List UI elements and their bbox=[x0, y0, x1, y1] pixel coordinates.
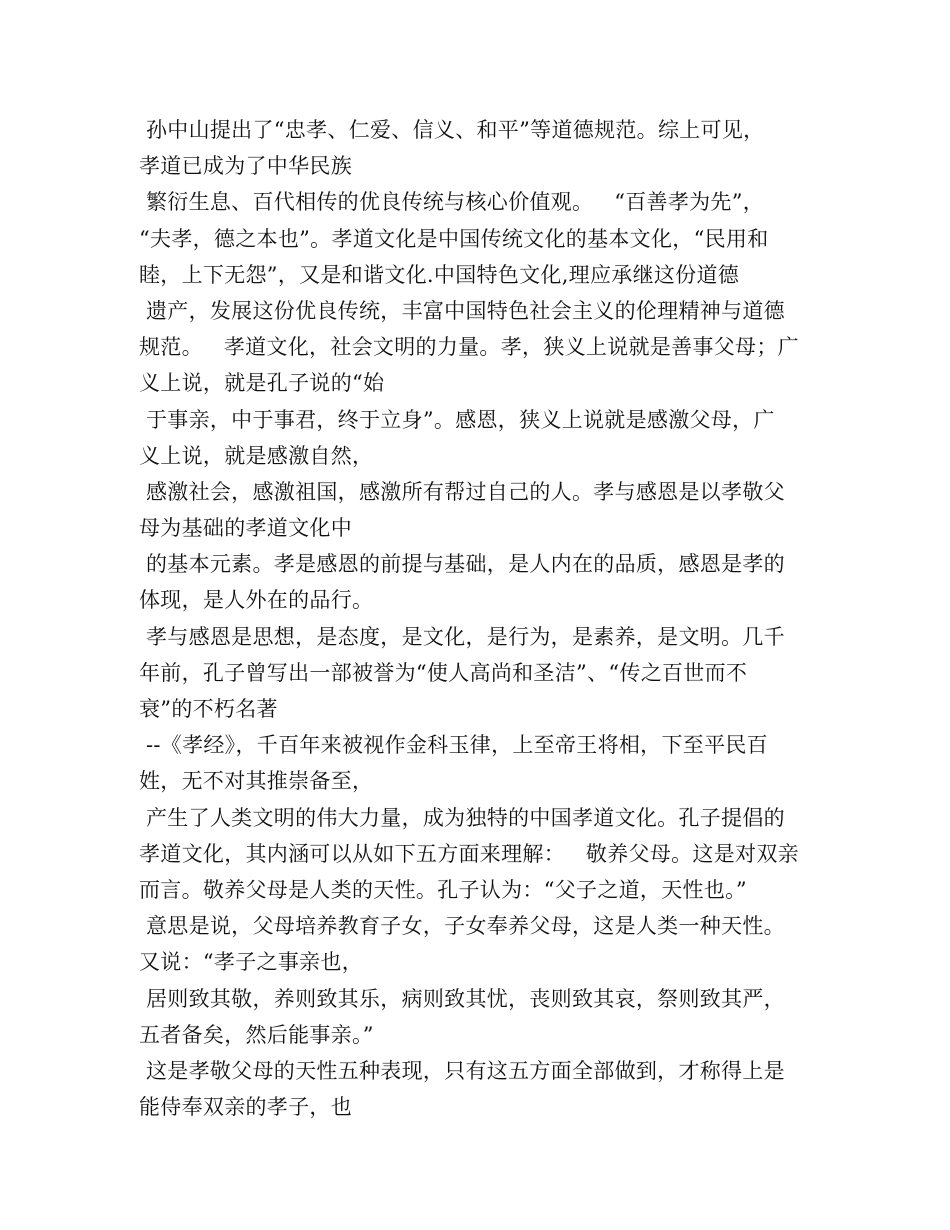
text-line: 规范。 孝道文化，社会文明的力量。孝，狭义上说就是善事父母；广 bbox=[139, 335, 799, 360]
text-line: 而言。敬养父母是人类的天性。孔子认为：“父子之道，天性也。” bbox=[139, 877, 747, 902]
document-body-text bbox=[139, 112, 814, 1125]
text-line: 于事亲，中于事君，终于立身”。感恩，狭义上说就是感激父母，广 bbox=[139, 407, 775, 432]
text-line: 产生了人类文明的伟大力量，成为独特的中国孝道文化。孔子提倡的 bbox=[139, 805, 785, 830]
text-line: 这是孝敬父母的天性五种表现，只有这五方面全部做到，才称得上是 bbox=[139, 1058, 785, 1083]
text-line: 的基本元素。孝是感恩的前提与基础，是人内在的品质，感恩是孝的 bbox=[139, 552, 785, 577]
text-line: 繁衍生息、百代相传的优良传统与核心价值观。 “百善孝为先”， bbox=[139, 190, 765, 215]
text-line: 衰”的不朽名著 bbox=[139, 697, 278, 721]
text-line: 孙中山提出了“忠孝、仁爱、信义、和平”等道德规范。综上可见， bbox=[139, 118, 765, 142]
text-line: --《孝经》，千百年来被视作金科玉律，上至帝王将相，下至平民百 bbox=[139, 733, 768, 758]
text-line: 又说：“孝子之事亲也， bbox=[139, 950, 364, 975]
text-line: 五者备矣，然后能事亲。” bbox=[139, 1022, 374, 1047]
text-line: 母为基础的孝道文化中 bbox=[139, 516, 352, 541]
text-line: 孝与感恩是思想，是态度，是文化，是行为，是素养，是文明。几千 bbox=[139, 624, 785, 649]
text-line: 居则致其敬，养则致其乐，病则致其忧，丧则致其哀，祭则致其严， bbox=[139, 986, 785, 1011]
text-line: 意思是说，父母培养教育子女，子女奉养父母，这是人类一种天性。 bbox=[139, 914, 785, 939]
text-line: 感激社会，感激祖国，感激所有帮过自己的人。孝与感恩是以孝敬父 bbox=[139, 479, 785, 504]
text-line: 义上说，就是感激自然， bbox=[139, 443, 374, 468]
text-line: 睦，上下无怨”，又是和谐文化.中国特色文化,理应承继这份道德 bbox=[139, 262, 740, 287]
text-line: 体现，是人外在的品行。 bbox=[139, 588, 374, 613]
text-line: 能侍奉双亲的孝子，也 bbox=[139, 1095, 352, 1120]
text-line: 年前，孔子曾写出一部被誉为“使人高尚和圣洁”、“传之百世而不 bbox=[139, 660, 748, 685]
text-line: 姓，无不对其推崇备至， bbox=[139, 769, 374, 794]
text-line: 孝道已成为了中华民族 bbox=[139, 154, 352, 179]
text-line: 遗产，发展这份优良传统，丰富中国特色社会主义的伦理精神与道德 bbox=[139, 298, 785, 323]
text-line: 义上说，就是孔子说的“始 bbox=[139, 371, 385, 396]
text-line: “夫孝，德之本也”。孝道文化是中国传统文化的基本文化，“民用和 bbox=[139, 226, 769, 251]
text-line: 孝道文化，其内涵可以从如下五方面来理解： 敬养父母。这是对双亲 bbox=[139, 841, 799, 866]
